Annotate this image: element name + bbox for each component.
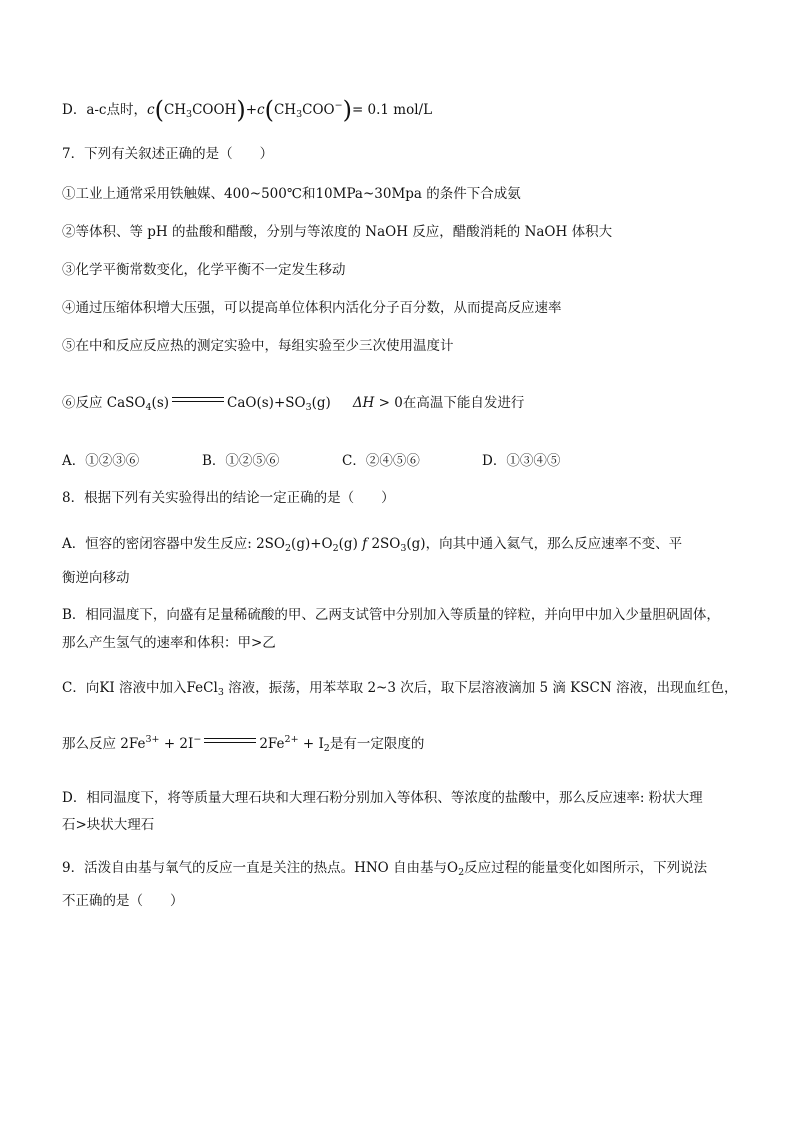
equilibrium-double-line — [172, 396, 224, 404]
q7-statement-6: ⑥反应 CaSO$_4$(s) $CaO(s)+SO_3(g) \Delta H > 0$在高温下能自发进行 — [62, 395, 525, 413]
q7-statement-5: ⑤在中和反应反应热的测定实验中，每组实验至少三次使用温度计 — [62, 338, 454, 354]
q8-option-c: C．向KI 溶液中加入FeCl$_3$ 溶液，振荡，用苯萃取 2~3 次后，取下层溶液滴加 5 滴 KSCN 溶液，出现血红色， — [62, 680, 738, 698]
reaction-double-line — [204, 737, 256, 745]
q7-option-d: D．①③④⑤ — [482, 453, 561, 469]
q8-stem: 8．根据下列有关实验得出的结论一定正确的是（ ） — [62, 490, 395, 506]
q7-statement-1: ①工业上通常采用铁触媒、400~500℃和10MPa~30Mpa 的条件下合成氨 — [62, 186, 521, 202]
q8-option-d-line2: 石>块状大理石 — [62, 817, 155, 833]
q8-option-a-line2: 衡逆向移动 — [62, 570, 130, 586]
q7-statement-2: ②等体积、等 pH 的盐酸和醋酸，分别与等浓度的 NaOH 反应，醋酸消耗的 NaOH 体积大 — [62, 224, 613, 240]
q7-statement-4: ④通过压缩体积增大压强，可以提高单位体积内活化分子百分数，从而提高反应速率 — [62, 300, 562, 316]
q7-option-c: C．②④⑤⑥ — [342, 453, 420, 469]
q8-option-c-line2: 那么反应 $2Fe^{3+} + 2I^-$ $2Fe^{2+} + I_2$是有一定限度的 — [62, 734, 425, 754]
q7-stem: 7．下列有关叙述正确的是（ ） — [62, 146, 274, 162]
q7-statement-3: ③化学平衡常数变化，化学平衡不一定发生移动 — [62, 262, 346, 278]
q8-option-d: D．相同温度下，将等质量大理石块和大理石粉分别加入等体积、等浓度的盐酸中，那么反应速率: 粉状大理 — [62, 790, 703, 806]
q8-option-b-line2: 那么产生氢气的速率和体积：甲>乙 — [62, 635, 276, 651]
q8-option-a: A．恒容的密闭容器中发生反应: $2SO_2(g)+O_2(g)$ f $2SO_3(g)$，向其中通入氦气，那么反应速率不变、平 — [62, 536, 683, 554]
q6-option-d: D．a-c点时，$c(CH_3COOH)+c(CH_3COO^-)= 0.1$ mol/L — [62, 96, 433, 124]
q9-stem-line2: 不正确的是（ ） — [62, 893, 184, 909]
q9-stem: 9．活泼自由基与氧气的反应一直是关注的热点。HNO 自由基与$O_2$反应过程的能量变化如图所示，下列说法 — [62, 860, 708, 878]
q8-option-b: B．相同温度下，向盛有足量稀硫酸的甲、乙两支试管中分别加入等质量的锌粒，并向甲中加入少量胆矾固体， — [62, 607, 720, 623]
q7-option-b: B．①②⑤⑥ — [202, 453, 280, 469]
q7-option-a: A．①②③⑥ — [62, 453, 140, 469]
